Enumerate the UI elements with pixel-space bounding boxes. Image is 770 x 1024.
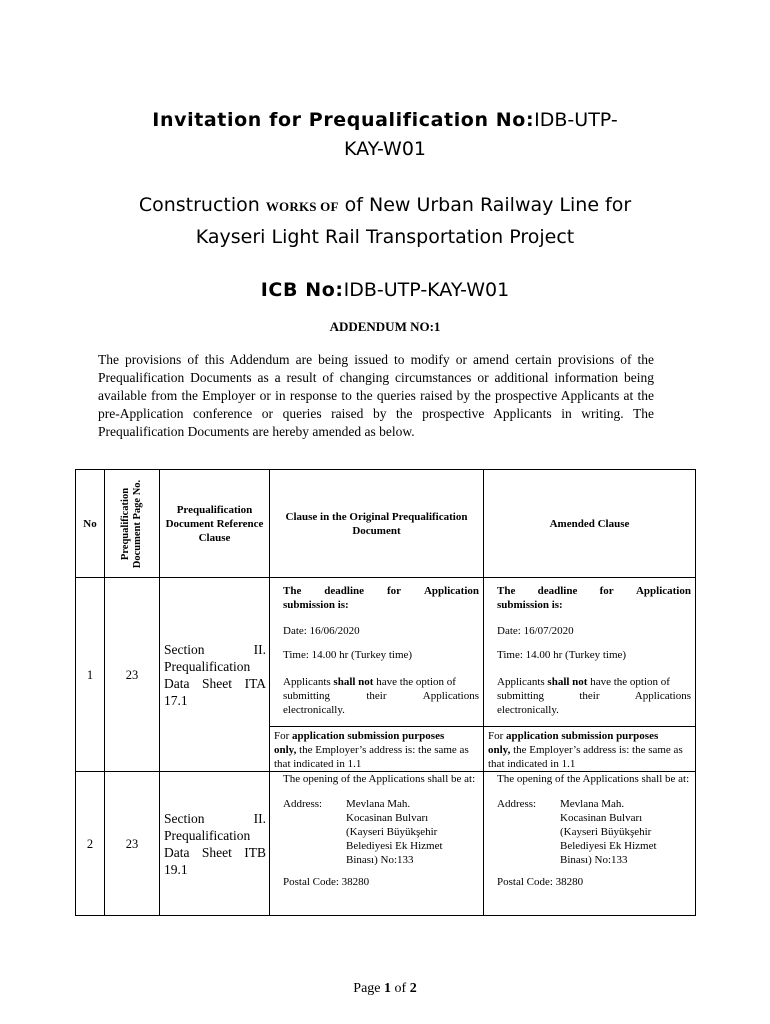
- word: deadline: [324, 585, 365, 597]
- text-bold: only,: [488, 744, 511, 756]
- address-line: (Kayseri Büyükşehir: [560, 826, 652, 838]
- icb-label: ICB No:: [260, 279, 344, 301]
- address-label: Address:: [497, 798, 537, 810]
- amended-address: [484, 786, 695, 867]
- intro-paragraph: The provisions of this Addendum are being issued to modify or amend certain provisions of the Prequalification Documents as a result of changing circumstances or additional information being available from the Employer or in response to the queries raised by the prospective Applicants at the pre-Application conference or queries raised by the prospective Applicants in writing. The Prequalification Documents are hereby amended as below.: [98, 352, 654, 439]
- word: for: [386, 585, 402, 597]
- header-no: No: [76, 470, 105, 578]
- address-line: Mevlana Mah.: [346, 798, 411, 810]
- header-amended: Amended Clause: [484, 470, 696, 578]
- amended-clause: [484, 578, 696, 772]
- row-reference: [160, 772, 270, 916]
- project-title-caps: WORKS OF: [265, 199, 339, 214]
- address-label: Address:: [283, 798, 323, 810]
- text: For: [274, 730, 293, 742]
- amended-applicants: [484, 662, 695, 717]
- text-bold: shall not: [333, 676, 374, 688]
- project-title-b: of New Urban Railway Line for: [338, 194, 632, 216]
- deadline-label: submission is:: [497, 599, 563, 611]
- text: Applicants: [283, 676, 334, 688]
- row-page: 23: [105, 772, 160, 916]
- deadline-label: submission is:: [283, 599, 349, 611]
- word: Application: [423, 585, 479, 597]
- amended-date: Date: 16/07/2020: [497, 625, 574, 637]
- original-address-note: [270, 727, 483, 771]
- word: for: [599, 585, 614, 597]
- header-original: Clause in the Original Prequalification Document: [270, 470, 484, 578]
- invitation-title-bold: Invitation for Prequalification No:: [152, 109, 535, 131]
- table-header-row: [76, 470, 696, 578]
- project-title-c: Kayseri Light Rail Transportation Project: [195, 226, 575, 248]
- text-bold: application submission purposes: [292, 730, 445, 742]
- project-title-a: Construction: [138, 194, 266, 216]
- original-address: [270, 786, 483, 867]
- original-clause: [270, 578, 484, 772]
- icb-number: [0, 276, 770, 304]
- text-bold: shall not: [547, 676, 588, 688]
- original-time: Time: 14.00 hr (Turkey time): [283, 649, 413, 661]
- ref-part: II.: [253, 641, 266, 657]
- word: electronically.: [283, 704, 345, 716]
- word: submitting: [283, 690, 331, 702]
- address-line: Kocasinan Bulvarı: [346, 812, 429, 824]
- address-line: Belediyesi Ek Hizmet: [346, 840, 443, 852]
- word: The: [497, 585, 516, 597]
- original-opening: The opening of the Applications shall be at:: [283, 773, 476, 785]
- word: their: [579, 690, 600, 702]
- text: Applicants: [497, 676, 548, 688]
- word: electronically.: [497, 704, 559, 716]
- text-bold: only,: [274, 744, 297, 756]
- text: the Employer’s address is: the same as that indicated in 1.1: [488, 744, 683, 770]
- address-line: Mevlana Mah.: [560, 798, 625, 810]
- word: The: [283, 585, 302, 597]
- row-page: 23: [105, 578, 160, 772]
- page-total: 2: [409, 981, 417, 996]
- text: the Employer’s address is: the same as that indicated in 1.1: [274, 744, 469, 770]
- original-applicants: [270, 662, 483, 717]
- address-line: Binası) No:133: [560, 854, 628, 866]
- header-page: [105, 470, 160, 578]
- address-line: Belediyesi Ek Hizmet: [560, 840, 657, 852]
- ref-clause: Prequalification Data Sheet ITA 17.1: [164, 658, 266, 708]
- address-line: (Kayseri Büyükşehir: [346, 826, 438, 838]
- page-footer: [0, 980, 770, 998]
- text: have the option of: [373, 676, 456, 688]
- table-row: [76, 578, 696, 772]
- word: their: [366, 690, 387, 702]
- ref-clause: Prequalification Data Sheet ITB 19.1: [164, 827, 266, 877]
- header-ref: Prequalification Document Reference Clause: [160, 470, 270, 578]
- original-date: Date: 16/06/2020: [283, 625, 360, 637]
- invitation-number-part2: KAY-W01: [343, 138, 427, 160]
- project-title: [0, 190, 770, 253]
- text: For: [488, 730, 507, 742]
- address-value: [346, 797, 483, 867]
- text-bold: application submission purposes: [506, 730, 659, 742]
- row-reference: [160, 578, 270, 772]
- icb-value: IDB-UTP-KAY-W01: [343, 279, 510, 301]
- word: submitting: [497, 690, 545, 702]
- amended-address-note: [484, 727, 695, 771]
- amended-time: Time: 14.00 hr (Turkey time): [497, 649, 627, 661]
- word: deadline: [537, 585, 578, 597]
- row-number: 2: [76, 772, 105, 916]
- word: Application: [635, 585, 691, 597]
- address-line: Binası) No:133: [346, 854, 414, 866]
- amended-opening: The opening of the Applications shall be at:: [497, 773, 690, 785]
- address-value: [560, 797, 695, 867]
- text: have the option of: [587, 676, 670, 688]
- row-number: 1: [76, 578, 105, 772]
- address-line: Kocasinan Bulvarı: [560, 812, 643, 824]
- table-row: [76, 772, 696, 916]
- ref-section: Section: [164, 641, 205, 657]
- word: Applications: [634, 690, 691, 702]
- ref-section: Section: [164, 810, 205, 826]
- word: Applications: [422, 690, 479, 702]
- original-clause: [270, 772, 484, 916]
- amended-postal: Postal Code: 38280: [497, 876, 584, 888]
- ref-part: II.: [253, 810, 266, 826]
- page-number: 1: [384, 981, 392, 996]
- invitation-number-part1: IDB-UTP-: [534, 109, 618, 131]
- invitation-title: [0, 106, 770, 164]
- header-page-label: Prequalification Document Page No.: [120, 479, 143, 568]
- amended-clause: [484, 772, 696, 916]
- page-label: Page: [353, 981, 385, 996]
- addendum-number: ADDENDUM NO:1: [329, 319, 441, 334]
- amendment-table: [75, 469, 696, 916]
- original-postal: Postal Code: 38280: [283, 876, 370, 888]
- page-of: of: [391, 981, 410, 996]
